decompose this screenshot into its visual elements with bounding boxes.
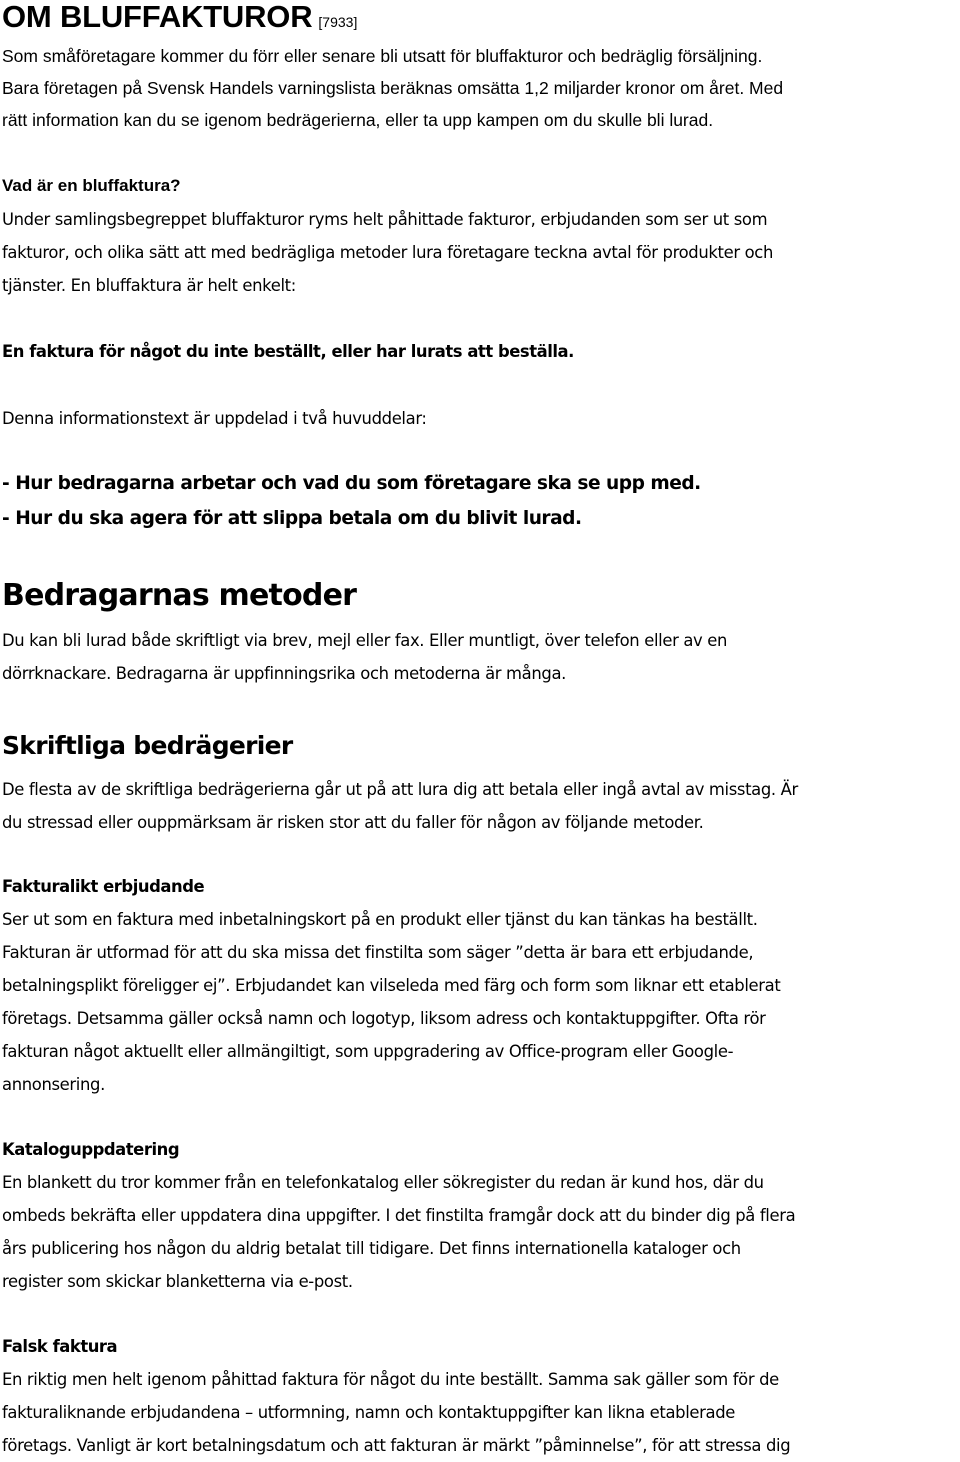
intro-line-2: Bara företagen på Svensk Handels varningslista beräknas omsätta 1,2 miljarder kronor om året. Med (2, 78, 784, 98)
offer-body-line-4: företags. Detsamma gäller också namn och logotyp, liksom adress och kontaktuppgifter. Ofta rör (2, 1009, 766, 1028)
offer-heading: Fakturalikt erbjudande (2, 877, 205, 896)
what-heading: Vad är en bluffaktura? (2, 176, 181, 195)
offer-body-line-3: betalningsplikt föreligger ej”. Erbjudandet kan vilseleda med färg och form som liknar ett etablerat (2, 976, 781, 995)
offer-body-line-5: fakturan något aktuellt eller allmängiltigt, som uppgradering av Office-program eller Google- (2, 1042, 734, 1061)
parts-intro: Denna informationstext är uppdelad i två huvuddelar: (2, 409, 427, 428)
what-body-line-1: Under samlingsbegreppet bluffakturor ryms helt påhittade fakturor, erbjudanden som ser ut som (2, 210, 768, 229)
offer-body-line-1: Ser ut som en faktura med inbetalningskort på en produkt eller tjänst du kan tänkas ha beställt. (2, 910, 758, 929)
methods-body-line-2: dörrknackare. Bedragarna är uppfinningsrika och metoderna är många. (2, 664, 566, 683)
false-heading: Falsk faktura (2, 1337, 118, 1356)
part-item-1: - Hur bedragarna arbetar och vad du som företagare ska se upp med. (2, 473, 701, 494)
intro-line-3: rätt information kan du se igenom bedrägerierna, eller ta upp kampen om du skulle bli lurad. (2, 110, 714, 130)
written-body-line-2: du stressad eller ouppmärksam är risken stor att du faller för någon av följande metoder. (2, 813, 704, 832)
written-heading: Skriftliga bedrägerier (2, 731, 293, 760)
methods-body-line-1: Du kan bli lurad både skriftligt via brev, mejl eller fax. Eller muntligt, över telefon eller av en (2, 631, 728, 650)
document-title-text: OM BLUFFAKTUROR (2, 0, 313, 34)
catalog-heading: Kataloguppdatering (2, 1140, 180, 1159)
part-item-2: - Hur du ska agera för att slippa betala om du blivit lurad. (2, 508, 582, 529)
offer-body-line-6: annonsering. (2, 1075, 105, 1094)
catalog-body-line-3: års publicering hos någon du aldrig betalat till tidigare. Det finns internationella kataloger och (2, 1239, 741, 1258)
false-body-line-2: fakturaliknande erbjudandena – utformning, namn och kontaktuppgifter kan likna etablerade (2, 1403, 735, 1422)
what-body-line-3: tjänster. En bluffaktura är helt enkelt: (2, 276, 296, 295)
what-body-line-2: fakturor, och olika sätt att med bedrägliga metoder lura företagare teckna avtal för produkter och (2, 243, 773, 262)
document-title (2, 0, 357, 39)
false-body-line-1: En riktig men helt igenom påhittad faktura för något du inte beställt. Samma sak gäller som för de (2, 1370, 779, 1389)
catalog-body-line-1: En blankett du tror kommer från en telefonkatalog eller sökregister du redan är kund hos, där du (2, 1173, 764, 1192)
methods-heading: Bedragarnas metoder (2, 578, 357, 613)
false-body-line-3: företags. Vanligt är kort betalningsdatum och att fakturan är märkt ”påminnelse”, för att stressa dig (2, 1436, 791, 1455)
catalog-body-line-2: ombeds bekräfta eller uppdatera dina uppgifter. I det finstilta framgår dock att du binder dig på flera (2, 1206, 796, 1225)
definition-text: En faktura för något du inte beställt, eller har lurats att beställa. (2, 342, 574, 361)
offer-body-line-2: Fakturan är utformad för att du ska missa det finstilta som säger ”detta är bara ett erbjudande, (2, 943, 754, 962)
catalog-body-line-4: register som skickar blanketterna via e-post. (2, 1272, 353, 1291)
document-id: [7933] (318, 14, 358, 30)
written-body-line-1: De flesta av de skriftliga bedrägerierna går ut på att lura dig att betala eller ingå avtal av misstag. Är (2, 780, 798, 799)
intro-line-1: Som småföretagare kommer du förr eller senare bli utsatt för bluffakturor och bedräglig försäljning. (2, 46, 763, 66)
